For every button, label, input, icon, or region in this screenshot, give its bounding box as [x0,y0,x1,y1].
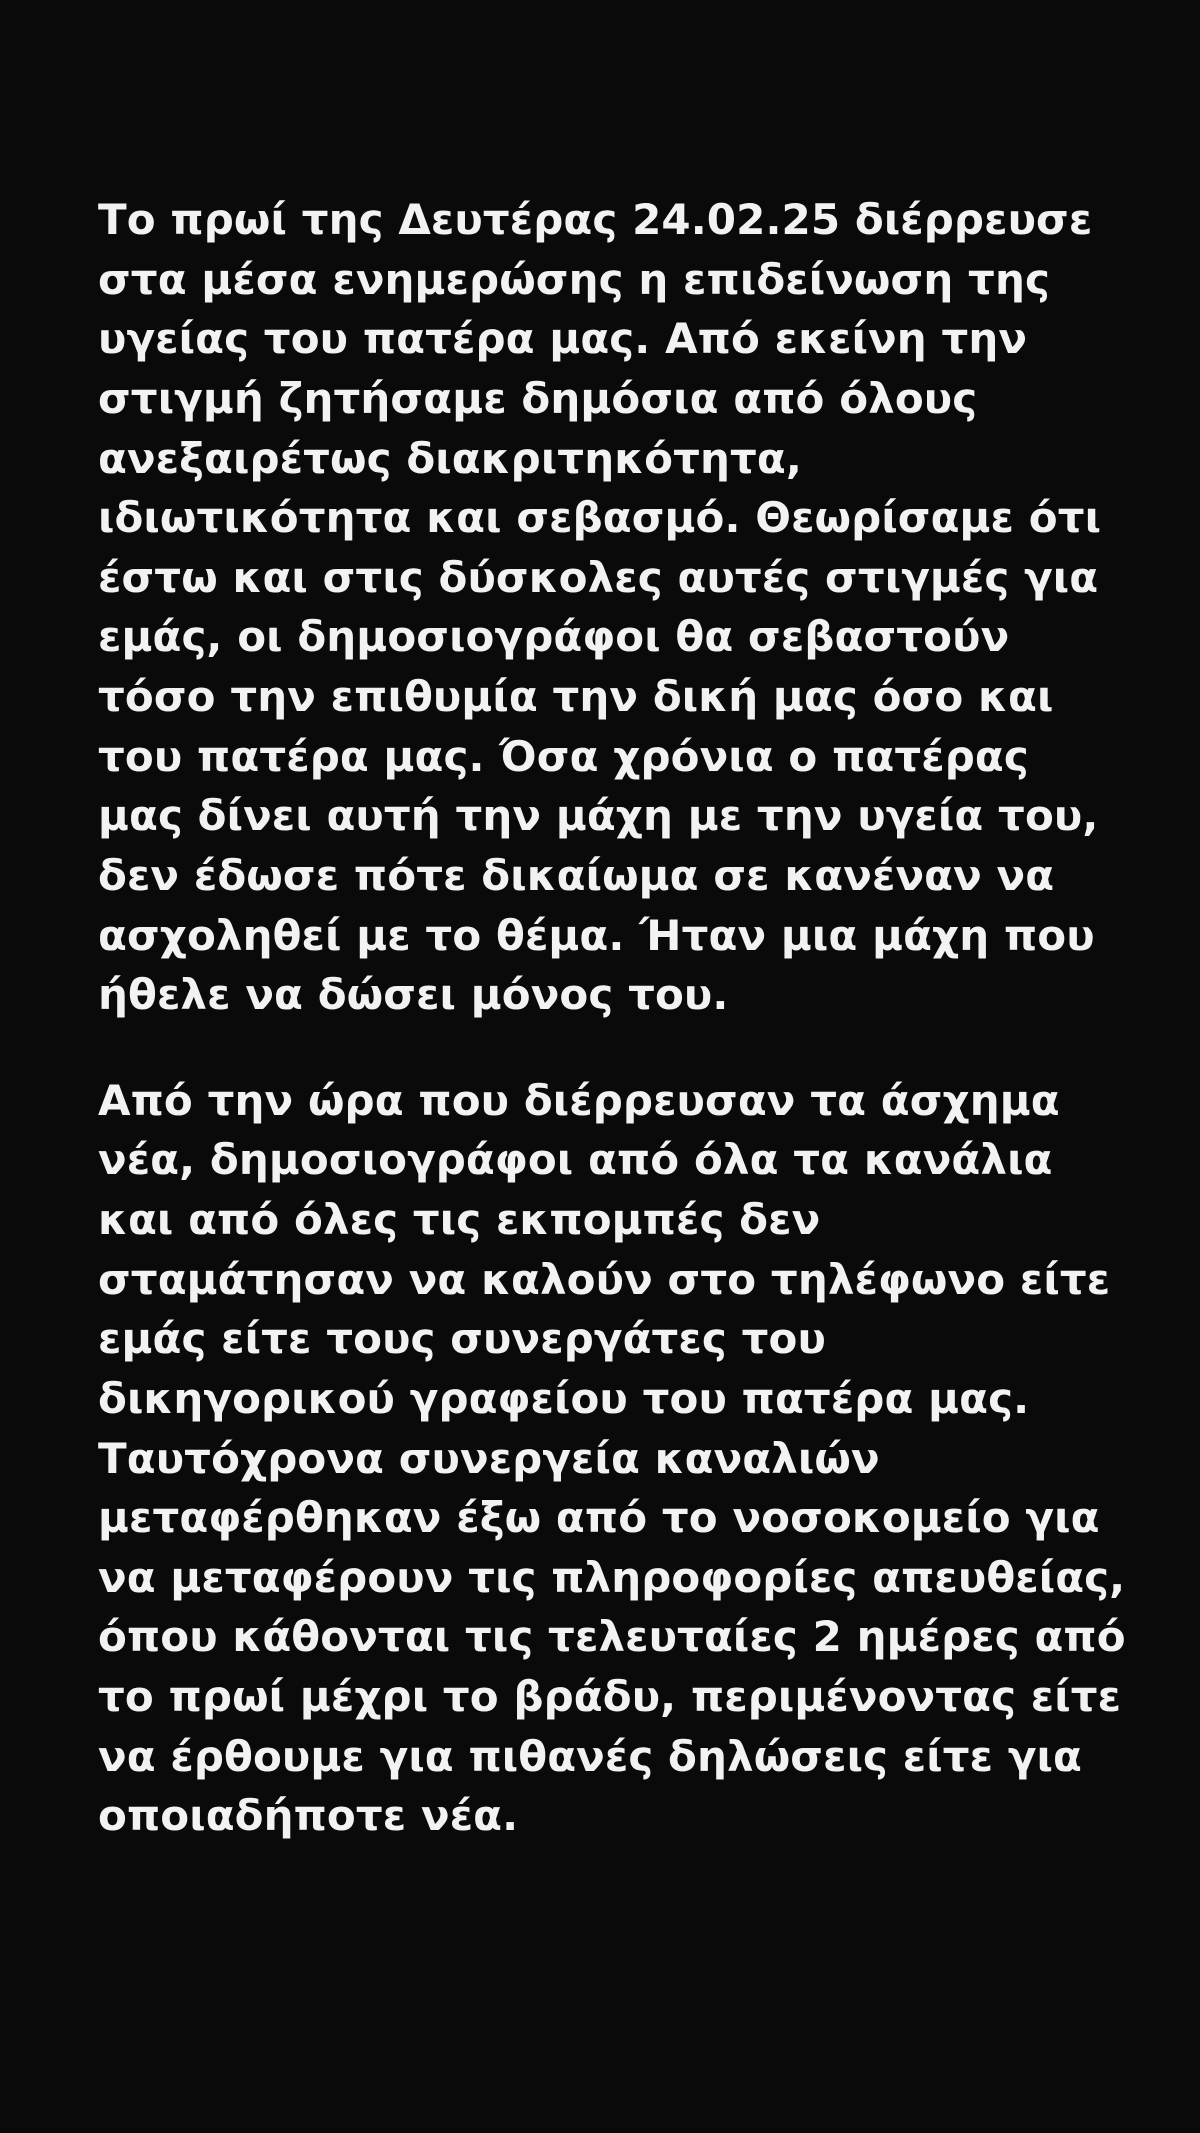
paragraph-1: Το πρωί της Δευτέρας 24.02.25 διέρρευσε στα μέσα ενημερώσης η επιδείνωση της υγείας του πατέρα μας. Από εκείνη την στιγμή ζητήσαμε δημόσια από όλους ανεξαιρέτως διακριτηκότητα, ιδιωτικότητα και σεβασμό. Θεωρίσαμε ότι έστω και στις δύσκολες αυτές στιγμές για εμάς, οι δημοσιογράφοι θα σεβαστούν τόσο την επιθυμία την δική μας όσο και του πατέρα μας. Όσα χρόνια ο πατέρας μας δίνει αυτή την μάχη με την υγεία του, δεν έδωσε πότε δικαίωμα σε κανέναν να ασχοληθεί με το θέμα. Ήταν μια μάχη που ήθελε να δώσει μόνος του. [98,195,1116,1020]
paragraph-2: Από την ώρα που διέρρευσαν τα άσχημα νέα, δημοσιογράφοι από όλα τα κανάλια και από όλες τις εκπομπές δεν σταμάτησαν να καλούν στο τηλέφωνο είτε εμάς είτε τους συνεργάτες του δικηγορικού γραφείου του πατέρα μας. Ταυτόχρονα συνεργεία καναλιών μεταφέρθηκαν έξω από το νοσοκομείο για να μεταφέρουν τις πληροφορίες απευθείας, όπου κάθονται τις τελευταίες 2 ημέρες από το πρωί μέχρι το βράδυ, περιμένοντας είτε να έρθουμε για πιθανές δηλώσεις είτε για οποιαδήποτε νέα. [98,1075,1141,1841]
story-text-block [98,190,1141,1846]
